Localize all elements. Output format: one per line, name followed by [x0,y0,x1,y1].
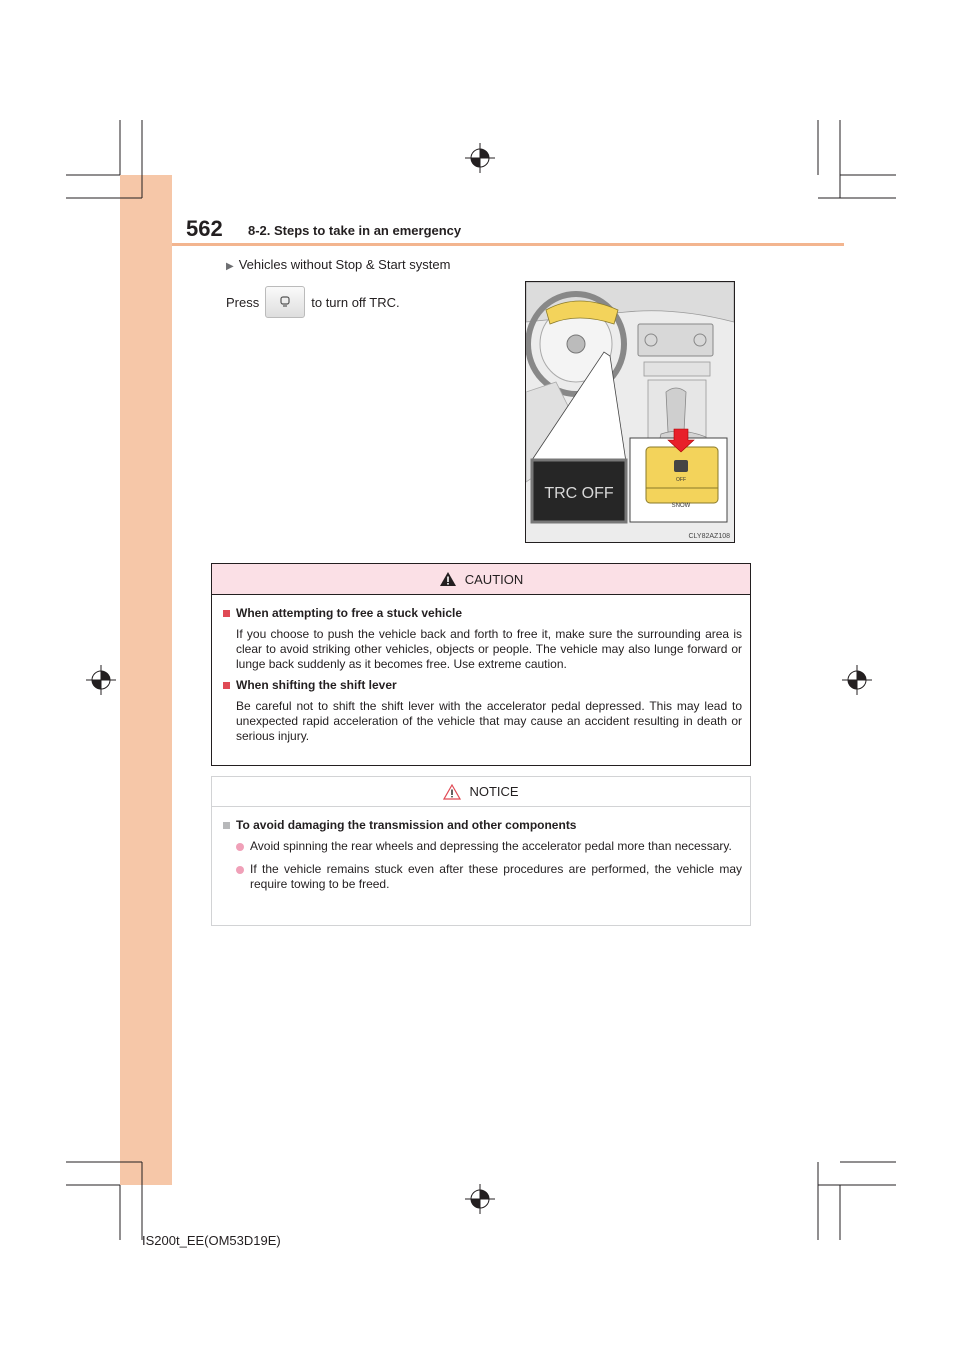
figure-code: CLY82AZ108 [688,533,730,540]
pink-dot-bullet-icon [236,843,244,851]
notice-triangle-icon [443,784,461,800]
trc-off-switch-icon [265,286,305,318]
variant-label-text: Vehicles without Stop & Start system [238,257,451,272]
caution-item-text: If you choose to push the vehicle back and forth to free it, make sure the surrounding area is clear to avoid striking other vehicles, objects or people. The vehicle may also lunge forward or lunge back suddenly as it becomes free. Use extreme caution. [236,627,742,671]
caution-item-heading: When attempting to free a stuck vehicle [223,606,742,621]
notice-item-heading: To avoid damaging the transmission and other components [223,818,742,833]
notice-header [212,777,750,807]
dashboard-illustration [525,281,735,543]
notice-box [211,776,751,926]
pink-dot-bullet-icon [236,866,244,874]
red-square-bullet-icon [223,610,230,617]
notice-title: NOTICE [469,784,519,799]
instruction-rest: to turn off TRC. [311,294,400,310]
caution-header [212,564,750,595]
chapter-side-band [120,175,172,1185]
caution-title: CAUTION [464,571,524,587]
variant-label [226,257,450,272]
section-title: 8-2. Steps to take in an emergency [248,223,462,238]
header-rule [172,243,844,246]
instruction-line [226,286,400,318]
trc-off-display: TRC OFF [544,485,614,502]
instruction-press: Press [226,294,260,310]
red-square-bullet-icon [223,682,230,689]
caution-item-heading: When shifting the shift lever [223,678,742,693]
notice-bullet: If the vehicle remains stuck even after these procedures are performed, the vehicle may require towing to be freed. [223,862,742,892]
gray-square-bullet-icon [223,822,230,829]
cockpit-drawing [526,282,734,542]
warning-triangle-icon [439,571,457,587]
footer-document-code: IS200t_EE(OM53D19E) [142,1233,281,1248]
caution-box [211,563,751,766]
page-number: 562 [186,216,223,241]
switch-off-label: OFF [676,477,686,483]
caution-item-text: Be careful not to shift the shift lever with the accelerator pedal depressed. This may lead to unexpected rapid acceleration of the vehicle that may cause an accident resulting in death or serious injury. [236,699,742,743]
switch-snow-label: SNOW [671,503,691,509]
notice-bullet: Avoid spinning the rear wheels and depressing the accelerator pedal more than necessary. [223,839,742,854]
triangle-bullet-icon: ▶ [226,261,234,272]
